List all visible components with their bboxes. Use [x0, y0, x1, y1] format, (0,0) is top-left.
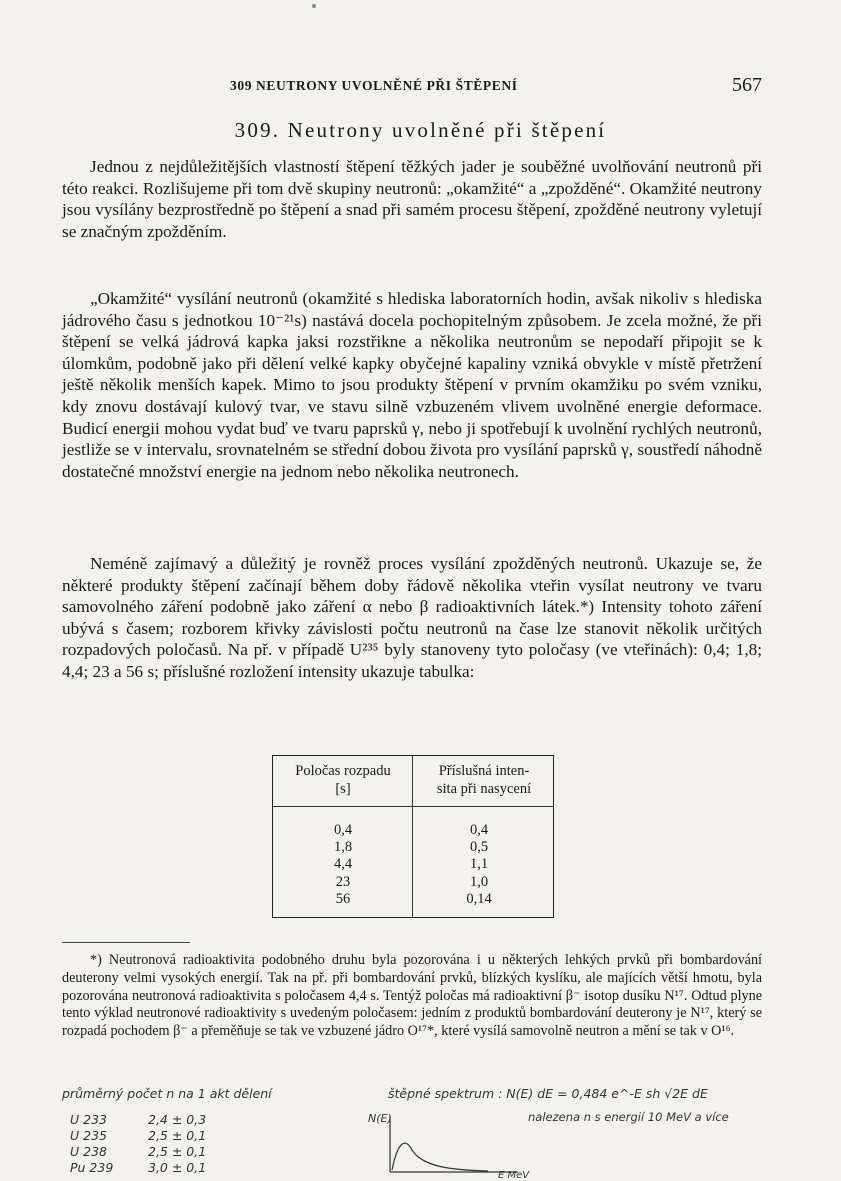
- handwritten-note-right: štěpné spektrum : N(E) dE = 0,484 e^-E sh √2E dE: [388, 1086, 708, 1101]
- table-cell: 4,4: [333, 856, 353, 873]
- header-text-cont: sita při nasycení: [436, 781, 532, 797]
- graph-y-label: N(E): [368, 1112, 392, 1125]
- isotope-label: U 238: [70, 1144, 107, 1159]
- handwritten-note-left: průměrný počet n na 1 akt dělení: [62, 1086, 272, 1101]
- isotope-row: [70, 1128, 207, 1144]
- header-text: Poločas rozpadu: [295, 763, 391, 779]
- half-life-column: [313, 822, 373, 908]
- running-title: 309 NEUTRONY UVOLNĚNÉ PŘI ŠTĚPENÍ: [230, 78, 518, 93]
- paragraph-2: „Okamžité“ vysílání neutronů (okamžité s hlediska laboratorních hodin, avšak nikoliv s hlediska jádrového času s jednotkou 10⁻²¹s) nastává docela pochopitelným způsobem. Je zcela možné, že při štěpení se velká jádrová kapka jaksi rozstřikne a několika neutronům se nepodaří připojit se k úlomkům, podobně jako při dělení velké kapky obyčejné kapaliny vzniká obvykle v místě přetržení ještě několik menších kapek. Mimo to jsou produkty štěpení v prvním okamžiku po svém vzniku, kdy znovu dostávají kulový tvar, ve stavu silně vzbuzeném vlivem uvolněné energie deformace. Budicí energii mohou vydat buď ve tvaru paprsků γ, nebo ji spotřebují k uvolnění rychlých neutronů, jestliže se v intervalu, srovnatelném se střední dobou života pro vysílání paprsků γ, soustředí náhodně dostatečné množství energie na jednom nebo několika neutronech.: [62, 289, 762, 481]
- speck: [312, 4, 316, 8]
- handwritten-spectrum-sketch: [368, 1110, 538, 1180]
- table-cell: 0,14: [466, 890, 492, 907]
- graph-x-label: E MeV: [498, 1170, 530, 1180]
- isotope-value: 2,5 ± 0,1: [148, 1128, 207, 1143]
- isotope-row: [70, 1160, 207, 1176]
- table-cell: 1,8: [333, 839, 353, 856]
- header-text: Příslušná inten-: [438, 763, 530, 779]
- table-cell: 1,0: [469, 873, 489, 890]
- isotope-value: 2,4 ± 0,3: [148, 1112, 207, 1127]
- isotope-value: 2,5 ± 0,1: [148, 1144, 207, 1159]
- isotope-value: 3,0 ± 0,1: [148, 1160, 207, 1175]
- paragraph-1: Jednou z nejdůležitějších vlastností štěpení těžkých jader je souběžné uvolňování neutronů při této reakci. Rozlišujeme při tom dvě skupiny neutronů: „okamžité“ a „zpožděné“. Okamžité neutrony jsou vysílány bezprostředně po štěpení a snad při samém procesu štěpení, zpožděné neutrony vyletují se značným zpožděním.: [62, 157, 762, 241]
- footnote: *) Neutronová radioaktivita podobného druhu byla pozorována i u některých lehkých prvků při bombardování deuterony velmi vysokých energií. Tak na př. při bombardování prvků, blízkých kyslíku, ale majících větší hmotu, byla pozorována neutronová radioaktivita s poločasem 4,4 s. Tentýž poločas má radioaktivní β⁻ isotop dusíku N¹⁷. Odtud plyne tento výklad neutronové radioaktivity s uvedeným poločasem: jedním z produktů bombardování deuterony je N¹⁷, který se rozpadá pochodem β⁻ a přeměňuje se tak ve vzbuzené jádro O¹⁷*, které vysílá samovolně neutron a mění se tak v O¹⁶.: [62, 952, 762, 1040]
- table-cell: 0,4: [333, 822, 353, 838]
- page-number: 567: [732, 74, 762, 96]
- handwritten-note-right-2: nalezena n s energií 10 MeV a více: [528, 1110, 729, 1124]
- table-header-half-life: [277, 762, 409, 798]
- section-title: 309. Neutrony uvolněné při štěpení: [234, 118, 607, 142]
- intensity-column: [449, 822, 509, 908]
- header-unit: [s]: [335, 781, 351, 797]
- half-life-table: [272, 755, 554, 918]
- table-cell: 23: [335, 873, 351, 890]
- footnote-rule: [62, 942, 190, 943]
- table-cell: 0,5: [469, 839, 489, 856]
- table-cell: 56: [335, 890, 351, 907]
- running-head: [60, 76, 766, 98]
- isotope-row: [70, 1112, 207, 1128]
- isotope-label: U 233: [70, 1112, 107, 1127]
- table-column-divider: [412, 756, 413, 917]
- isotope-label: U 235: [70, 1128, 107, 1143]
- isotope-label: Pu 239: [70, 1160, 114, 1175]
- graph-curve: [392, 1143, 488, 1171]
- table-cell: 0,4: [469, 822, 489, 838]
- handwritten-isotope-list: [70, 1112, 207, 1176]
- table-header-intensity: [416, 762, 552, 798]
- table-cell: 1,1: [469, 856, 489, 873]
- table-header-divider: [273, 806, 553, 807]
- paragraph-3: Neméně zajímavý a důležitý je rovněž proces vysílání zpožděných neutronů. Ukazuje se, že některé produkty štěpení začínají během doby řádově několika vteřin vysílat neutrony ve tvaru samovolného záření podobně jako záření α nebo β radioaktivních látek.*) Intensity tohoto záření ubývá s časem; rozborem křivky závislosti počtu neutronů na čase lze stanovit několik určitých rozpadových poločasů. Na př. v případě U²³⁵ byly stanoveny tyto poločasy (ve vteřinách): 0,4; 1,8; 4,4; 23 a 56 s; příslušné rozložení intensity ukazuje tabulka:: [62, 554, 762, 681]
- isotope-row: [70, 1144, 207, 1160]
